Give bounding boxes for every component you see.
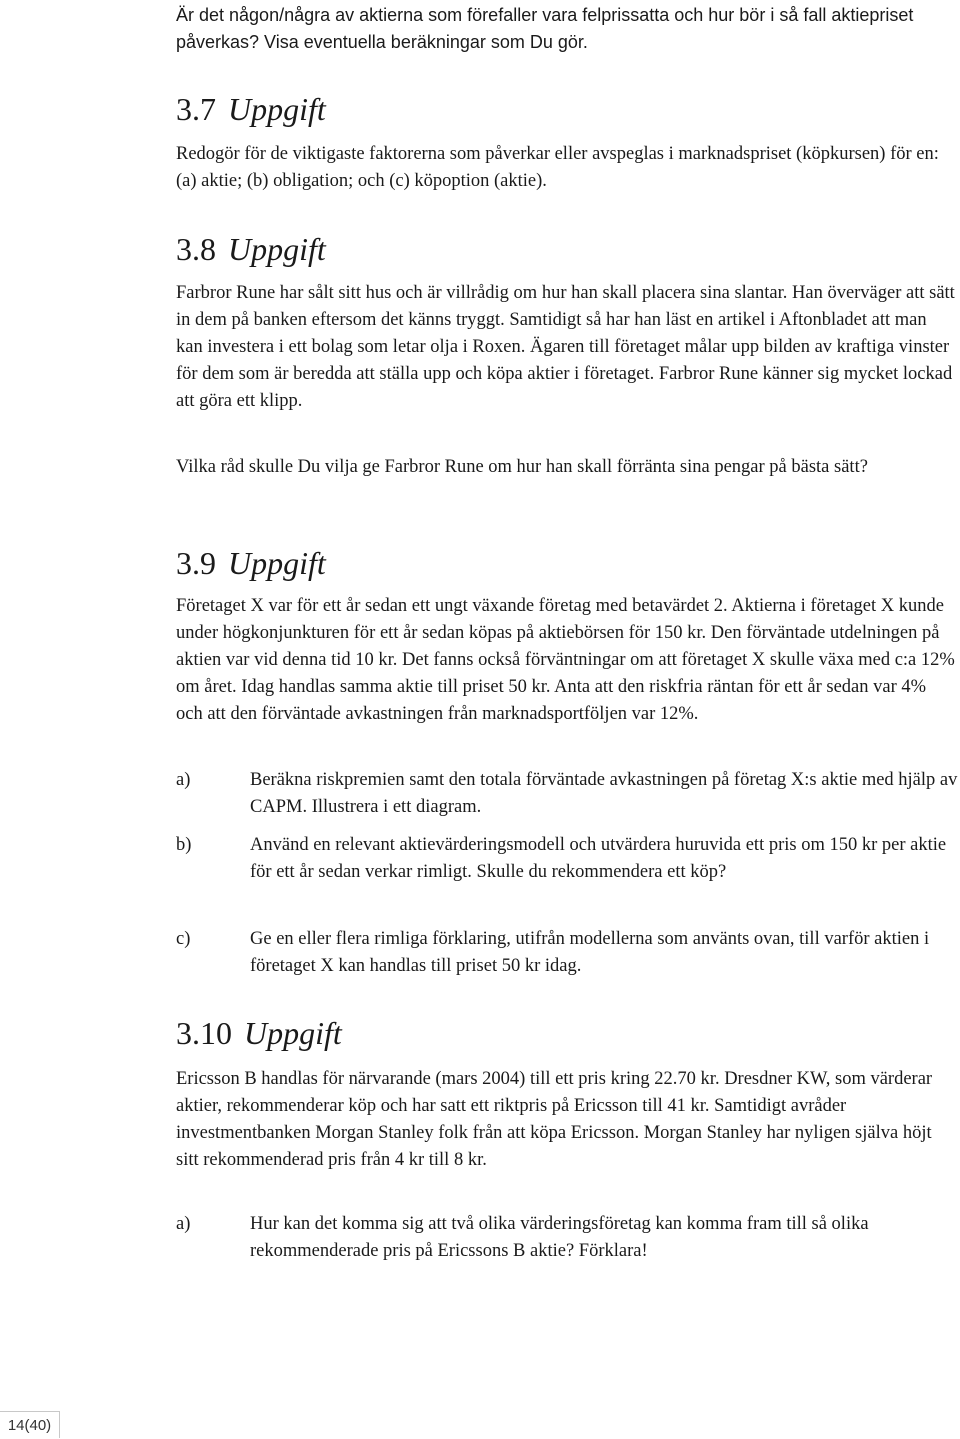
section-title: Uppgift [228, 545, 326, 581]
section-3-10-paragraph: Ericsson B handlas för närvarande (mars 2004) till ett pris kring 22.70 kr. Dresdner KW, som värderar aktier, rekommenderar köp och har satt ett riktpris på Ericsson till 41 kr. Samtidigt avråder investmentbanken Morgan Stanley folk från att köpa Ericsson. Morgan Stanley har nyligen själva höjt sitt rekommenderad pris från 4 kr till 8 kr. [176, 1069, 933, 1170]
section-3-8-paragraph-1: Farbror Rune har sålt sitt hus och är villrådig om hur han skall placera sina slantar. Han överväger att sätt in dem på banken eftersom det känns tryggt. Samtidigt så har han läst en artikel i Aftonbladet att man kan investera i ett bolag som letar olja i Roxen. Ägaren till företaget målar upp bilden av kraftiga vinster för dem som är beredda att ställa upp och köpa aktier i företaget. Farbror Rune känner sig mycket lockad att göra ett klipp. [176, 283, 955, 411]
section-number: 3.7 [176, 91, 216, 127]
section-number: 3.8 [176, 231, 216, 267]
list-text: Beräkna riskpremien samt den totala förväntade avkastningen på företag X:s aktie med hjälp av CAPM. Illustrera i ett diagram. [250, 770, 958, 817]
list-marker: a) [176, 1214, 191, 1234]
list-text: Ge en eller flera rimliga förklaring, utifrån modellerna som använts ovan, till varför aktien i företaget X kan handlas till priset 50 kr idag. [250, 929, 930, 976]
list-marker: b) [176, 835, 192, 855]
list-marker: c) [176, 929, 191, 949]
list-text: Hur kan det komma sig att två olika värderingsföretag kan komma fram till så olika rekommenderade pris på Ericssons B aktie? Förklara! [250, 1214, 869, 1261]
list-item [176, 767, 960, 821]
section-3-7-paragraph: Redogör för de viktigaste faktorerna som påverkar eller avspeglas i marknadspriset (köpkursen) för en: (a) aktie; (b) obligation; och (c) köpoption (aktie). [176, 144, 939, 191]
section-3-9-paragraph: Företaget X var för ett år sedan ett ungt växande företag med betavärdet 2. Aktierna i företaget X kunde under högkonjunkturen för ett år sedan köpas på aktiebörsen för 150 kr. Den förväntade utdelningen på aktien var vid denna tid 10 kr. Det fanns också förväntningar om att företaget X skulle växa med c:a 12% om året. Idag handlas samma aktie till priset 50 kr. Anta att den riskfria räntan för ett år sedan var 4% och att den förväntade avkastningen från marknadsportföljen var 12%. [176, 596, 955, 724]
section-heading-3-10 [176, 1013, 342, 1053]
list-item [176, 832, 960, 886]
section-heading-3-9 [176, 543, 326, 583]
section-3-8-paragraph-2: Vilka råd skulle Du vilja ge Farbror Rune om hur han skall förränta sina pengar på bästa sätt? [176, 457, 868, 477]
section-number: 3.9 [176, 545, 216, 581]
intro-paragraph: Är det någon/några av aktierna som förefaller vara felprissatta och hur bör i så fall aktiepriset påverkas? Visa eventuella beräkningar som Du gör. [176, 5, 914, 52]
section-heading-3-7 [176, 89, 326, 129]
list-item [176, 1211, 960, 1265]
list-text: Använd en relevant aktievärderingsmodell och utvärdera huruvida ett pris om 150 kr per aktie för ett år sedan verkar rimligt. Skulle du rekommendera ett köp? [250, 835, 947, 882]
section-heading-3-8 [176, 229, 326, 269]
list-marker: a) [176, 770, 191, 790]
list-item [176, 926, 960, 980]
section-title: Uppgift [228, 91, 326, 127]
page-number: 14(40) [0, 1411, 60, 1438]
section-number: 3.10 [176, 1015, 232, 1051]
section-title: Uppgift [228, 231, 326, 267]
section-title: Uppgift [244, 1015, 342, 1051]
